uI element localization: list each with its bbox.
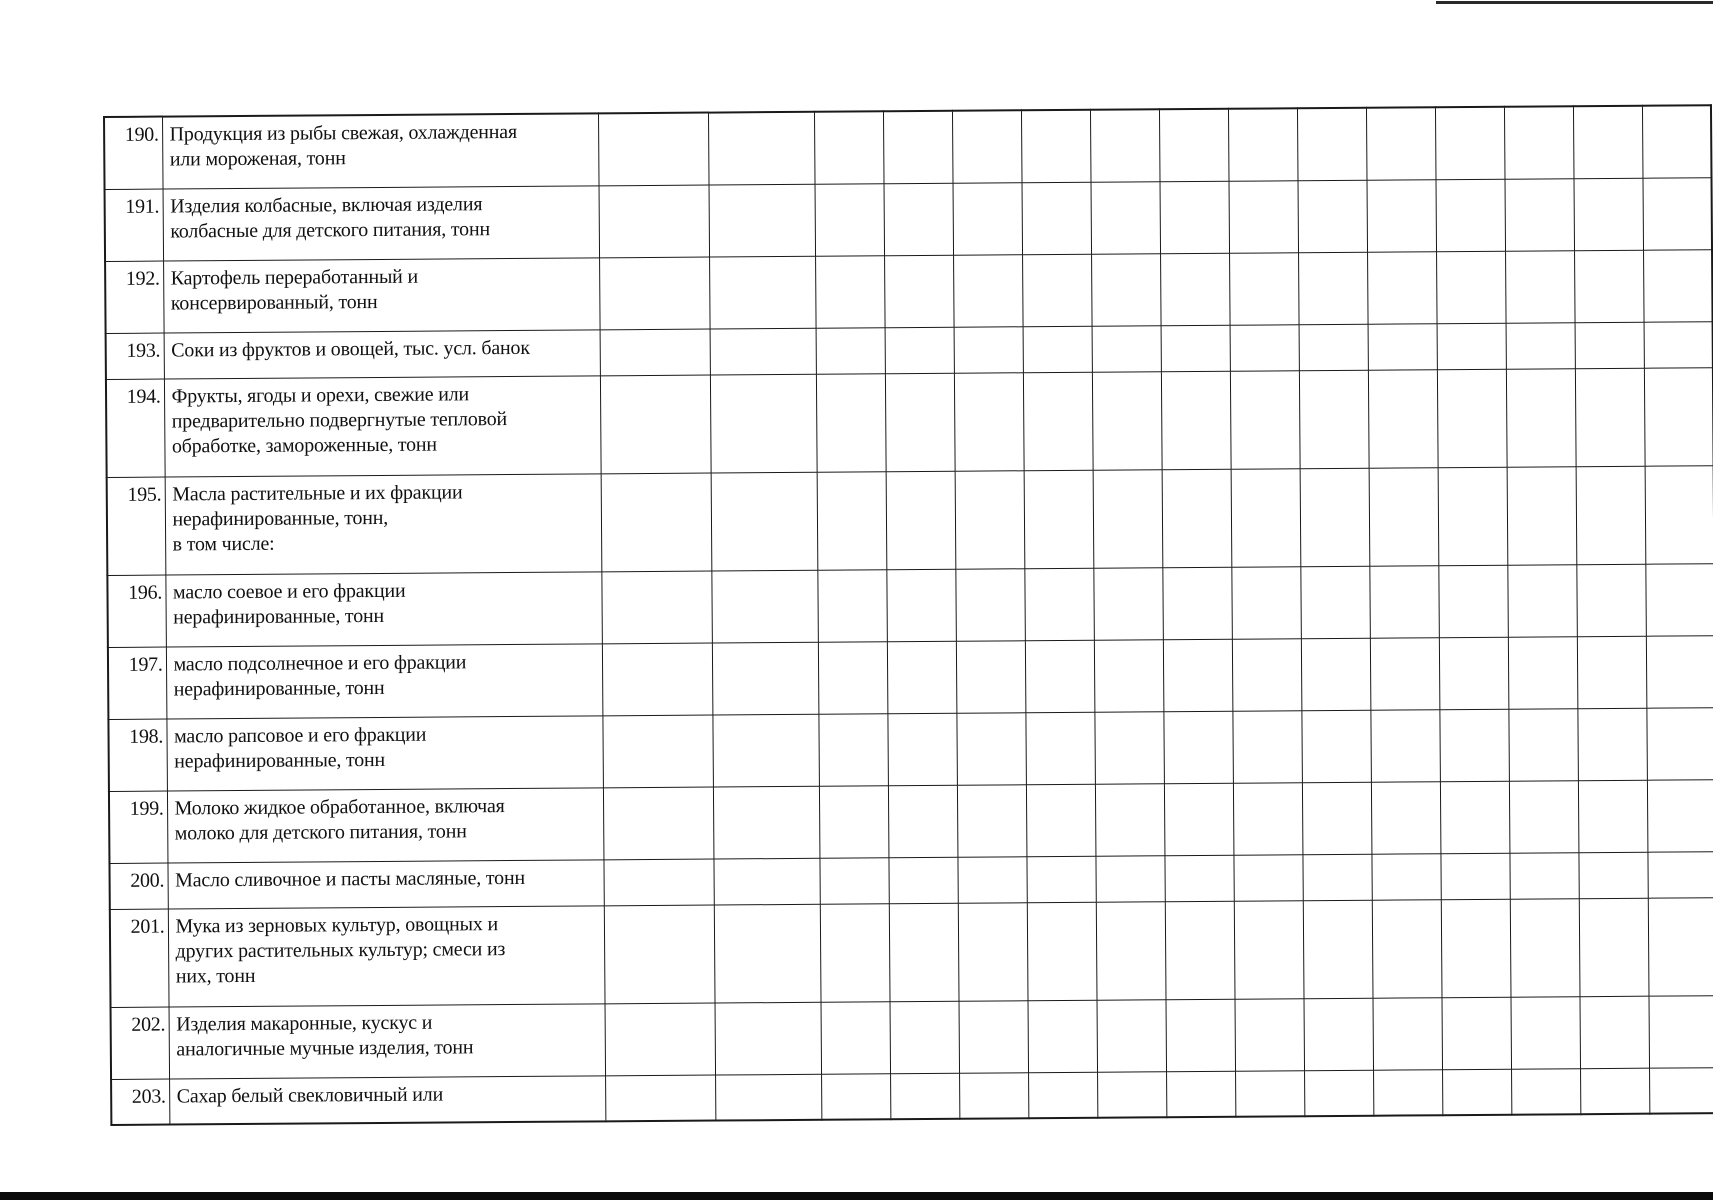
value-cell xyxy=(1648,897,1713,996)
value-cell xyxy=(886,471,956,570)
value-cell xyxy=(1022,182,1092,255)
value-cell xyxy=(1367,179,1437,252)
value-cell xyxy=(821,1001,891,1074)
value-cell xyxy=(1644,321,1713,368)
value-cell xyxy=(1371,853,1440,900)
value-cell xyxy=(1510,898,1580,997)
table-row xyxy=(109,779,1713,863)
table-row xyxy=(107,465,1713,575)
row-number: 194. xyxy=(106,379,165,477)
value-cell xyxy=(1435,107,1505,180)
value-cell xyxy=(1644,367,1713,466)
value-cell xyxy=(1028,1000,1098,1073)
value-cell xyxy=(1438,565,1508,638)
value-cell xyxy=(1437,323,1506,370)
product-name: масло соевое и его фракции нерафинированные, тонн xyxy=(165,571,602,646)
value-cell xyxy=(605,1003,716,1076)
value-cell xyxy=(1301,710,1371,783)
value-cell xyxy=(1095,855,1164,902)
scan-bottom-edge xyxy=(0,1192,1713,1200)
value-cell xyxy=(1091,181,1161,254)
value-cell xyxy=(1233,854,1302,901)
value-cell xyxy=(1504,106,1574,179)
value-cell xyxy=(1235,1070,1304,1117)
row-number: 203. xyxy=(111,1079,169,1125)
value-cell xyxy=(1097,999,1167,1072)
value-cell xyxy=(1441,997,1511,1070)
value-cell xyxy=(819,857,888,904)
value-cell xyxy=(1511,1068,1580,1115)
value-cell xyxy=(1369,565,1439,638)
value-cell xyxy=(1576,466,1646,565)
value-cell xyxy=(1233,782,1303,855)
value-cell xyxy=(602,643,713,716)
value-cell xyxy=(1026,784,1096,857)
table-row xyxy=(106,367,1713,477)
value-cell xyxy=(953,254,1023,327)
product-name: Мука из зерновых культур, овощных и других растительных культур; смеси из них, тонн xyxy=(168,905,605,1006)
value-cell xyxy=(604,905,715,1004)
value-cell xyxy=(1440,853,1509,900)
value-cell xyxy=(1022,254,1092,327)
value-cell xyxy=(884,183,954,256)
product-name: Изделия макаронные, кускус и аналогичные мучные изделия, тонн xyxy=(169,1003,606,1078)
value-cell xyxy=(714,904,821,1003)
value-cell xyxy=(1025,640,1095,713)
value-cell xyxy=(816,327,885,374)
value-cell xyxy=(1300,468,1370,567)
value-cell xyxy=(1508,636,1578,709)
value-cell xyxy=(1028,1072,1097,1119)
value-cell xyxy=(1436,251,1506,324)
value-cell xyxy=(817,569,887,642)
value-cell xyxy=(817,471,887,570)
value-cell xyxy=(1096,901,1166,1000)
value-cell xyxy=(955,568,1025,641)
value-cell xyxy=(1370,709,1440,782)
value-cell xyxy=(890,1001,960,1074)
value-cell xyxy=(1302,854,1371,901)
table-row xyxy=(107,563,1713,647)
value-cell xyxy=(1301,638,1371,711)
row-number: 192. xyxy=(105,261,164,333)
value-cell xyxy=(1025,712,1095,785)
product-name: Фрукты, ягоды и орехи, свежие или предварительно подвергнутые тепловой обработке, замороженные, тонн xyxy=(164,375,601,476)
value-cell xyxy=(1506,368,1576,467)
value-cell xyxy=(600,329,710,376)
value-cell xyxy=(1576,564,1646,637)
row-number: 196. xyxy=(107,575,166,647)
value-cell xyxy=(715,1002,822,1075)
table-row xyxy=(111,995,1713,1079)
value-cell xyxy=(1646,707,1713,780)
value-cell xyxy=(1437,369,1507,468)
value-cell xyxy=(887,641,957,714)
value-cell xyxy=(1371,781,1441,854)
value-cell xyxy=(600,375,711,474)
product-name: Картофель переработанный и консервированный, тонн xyxy=(163,257,600,332)
value-cell xyxy=(1230,370,1300,469)
value-cell xyxy=(1091,253,1161,326)
value-cell xyxy=(1643,249,1713,322)
value-cell xyxy=(1026,856,1095,903)
value-cell xyxy=(1095,783,1165,856)
value-cell xyxy=(1021,110,1091,183)
scan-edge-line xyxy=(1436,1,1713,4)
table-row xyxy=(105,249,1712,333)
value-cell xyxy=(1090,109,1160,182)
value-cell xyxy=(1648,995,1713,1068)
value-cell xyxy=(1303,900,1373,999)
value-cell xyxy=(1647,779,1713,852)
value-cell xyxy=(603,787,714,860)
value-cell xyxy=(883,111,953,184)
value-cell xyxy=(1232,710,1302,783)
value-cell xyxy=(1297,108,1367,181)
value-cell xyxy=(821,1073,890,1120)
value-cell xyxy=(1159,109,1229,182)
value-cell xyxy=(1229,180,1299,253)
production-table xyxy=(103,104,1713,1126)
value-cell xyxy=(1574,250,1644,323)
value-cell xyxy=(1508,708,1578,781)
value-cell xyxy=(1164,855,1233,902)
value-cell xyxy=(1093,469,1163,568)
value-cell xyxy=(709,184,816,257)
product-name: Изделия колбасные, включая изделия колбасные для детского питания, тонн xyxy=(163,185,600,260)
value-cell xyxy=(956,640,1026,713)
value-cell xyxy=(1302,782,1372,855)
value-cell xyxy=(709,256,816,329)
value-cell xyxy=(884,255,954,328)
value-cell xyxy=(599,185,710,258)
table-row xyxy=(108,635,1713,719)
value-cell xyxy=(1027,902,1097,1001)
value-cell xyxy=(1093,567,1163,640)
value-cell xyxy=(1228,108,1298,181)
value-cell xyxy=(1579,898,1649,997)
value-cell xyxy=(954,372,1024,471)
value-cell xyxy=(1649,1067,1713,1114)
value-cell xyxy=(959,1000,1029,1073)
value-cell xyxy=(1368,369,1438,468)
product-name: масло подсолнечное и его фракции нерафинированные, тонн xyxy=(166,643,603,718)
row-number: 190. xyxy=(104,117,163,189)
value-cell xyxy=(885,327,954,374)
value-cell xyxy=(711,570,818,643)
value-cell xyxy=(603,859,713,906)
row-number: 191. xyxy=(105,189,164,261)
value-cell xyxy=(1094,711,1164,784)
value-cell xyxy=(1579,996,1649,1069)
value-cell xyxy=(1505,250,1575,323)
value-cell xyxy=(1642,177,1712,250)
value-cell xyxy=(1578,852,1647,899)
value-cell xyxy=(1507,466,1577,565)
value-cell xyxy=(710,328,816,375)
table-row xyxy=(104,105,1711,189)
value-cell xyxy=(1442,1069,1511,1116)
table-row xyxy=(108,707,1713,791)
value-cell xyxy=(1300,566,1370,639)
value-cell xyxy=(959,1072,1028,1119)
value-cell xyxy=(1645,563,1713,636)
row-number: 202. xyxy=(111,1007,170,1079)
table-row xyxy=(110,897,1713,1007)
value-cell xyxy=(952,110,1022,183)
value-cell xyxy=(1230,324,1299,371)
value-cell xyxy=(711,472,818,571)
value-cell xyxy=(1577,636,1647,709)
value-cell xyxy=(1575,322,1644,369)
value-cell xyxy=(1023,326,1092,373)
row-number: 195. xyxy=(107,477,166,575)
table-body xyxy=(104,105,1713,1125)
value-cell xyxy=(713,786,820,859)
value-cell xyxy=(1372,997,1442,1070)
value-cell xyxy=(956,712,1026,785)
value-cell xyxy=(1509,780,1579,853)
value-cell xyxy=(599,257,710,330)
value-cell xyxy=(1373,1069,1442,1116)
value-cell xyxy=(1509,852,1578,899)
product-name: Соки из фруктов и овощей, тыс. усл. банок xyxy=(164,329,600,378)
value-cell xyxy=(1647,851,1713,898)
value-cell xyxy=(1366,107,1436,180)
value-cell xyxy=(1024,470,1094,569)
value-cell xyxy=(889,903,959,1002)
value-cell xyxy=(598,113,709,186)
value-cell xyxy=(1439,637,1509,710)
value-cell xyxy=(1303,998,1373,1071)
value-cell xyxy=(1234,900,1304,999)
value-cell xyxy=(953,182,1023,255)
value-cell xyxy=(1165,901,1235,1000)
value-cell xyxy=(605,1075,715,1122)
value-cell xyxy=(1642,105,1712,178)
value-cell xyxy=(1298,180,1368,253)
value-cell xyxy=(820,903,890,1002)
value-cell xyxy=(1578,780,1648,853)
value-cell xyxy=(1166,999,1236,1072)
value-cell xyxy=(1440,781,1510,854)
value-cell xyxy=(1510,996,1580,1069)
value-cell xyxy=(1507,564,1577,637)
value-cell xyxy=(1646,635,1713,708)
value-cell xyxy=(712,642,819,715)
value-cell xyxy=(1163,639,1233,712)
value-cell xyxy=(1504,178,1574,251)
value-cell xyxy=(601,571,712,644)
value-cell xyxy=(954,326,1023,373)
table-row xyxy=(105,177,1712,261)
value-cell xyxy=(888,857,957,904)
value-cell xyxy=(1162,469,1232,568)
value-cell xyxy=(1573,106,1643,179)
row-number: 193. xyxy=(106,333,164,379)
value-cell xyxy=(1441,899,1511,998)
value-cell xyxy=(1439,709,1509,782)
value-cell xyxy=(818,641,888,714)
value-cell xyxy=(819,785,889,858)
value-cell xyxy=(1299,324,1368,371)
value-cell xyxy=(1160,253,1230,326)
value-cell xyxy=(1231,566,1301,639)
value-cell xyxy=(885,373,955,472)
value-cell xyxy=(1368,323,1437,370)
value-cell xyxy=(890,1073,959,1120)
value-cell xyxy=(710,374,817,473)
value-cell xyxy=(887,713,957,786)
value-cell xyxy=(602,715,713,788)
value-cell xyxy=(886,569,956,642)
value-cell xyxy=(1369,467,1439,566)
value-cell xyxy=(1304,1070,1373,1117)
value-cell xyxy=(814,111,884,184)
value-cell xyxy=(712,714,819,787)
value-cell xyxy=(1232,638,1302,711)
value-cell xyxy=(1367,251,1437,324)
value-cell xyxy=(713,858,819,905)
row-number: 200. xyxy=(109,863,167,909)
value-cell xyxy=(1163,711,1233,784)
product-name: масло рапсовое и его фракции нерафинированные, тонн xyxy=(166,715,603,790)
product-name: Продукция из рыбы свежая, охлажденная или мороженая, тонн xyxy=(162,113,599,188)
value-cell xyxy=(1438,467,1508,566)
value-cell xyxy=(1229,252,1299,325)
value-cell xyxy=(815,183,885,256)
row-number: 197. xyxy=(108,647,167,719)
value-cell xyxy=(1573,178,1643,251)
value-cell xyxy=(1161,371,1231,470)
value-cell xyxy=(1645,465,1713,564)
product-name: Масла растительные и их фракции нерафинированные, тонн, в том числе: xyxy=(165,473,602,574)
value-cell xyxy=(1231,468,1301,567)
row-number: 201. xyxy=(110,909,169,1007)
value-cell xyxy=(1370,637,1440,710)
product-name: Молоко жидкое обработанное, включая молоко для детского питания, тонн xyxy=(167,787,604,862)
value-cell xyxy=(1298,252,1368,325)
value-cell xyxy=(957,784,1027,857)
value-cell xyxy=(1506,322,1575,369)
value-cell xyxy=(958,902,1028,1001)
value-cell xyxy=(1160,181,1230,254)
value-cell xyxy=(601,473,712,572)
value-cell xyxy=(1577,708,1647,781)
product-name: Масло сливочное и пасты масляные, тонн xyxy=(167,859,603,908)
value-cell xyxy=(1162,567,1232,640)
value-cell xyxy=(955,470,1025,569)
value-cell xyxy=(1092,325,1161,372)
value-cell xyxy=(818,713,888,786)
value-cell xyxy=(957,856,1026,903)
value-cell xyxy=(1161,325,1230,372)
value-cell xyxy=(1435,179,1505,252)
value-cell xyxy=(1024,568,1094,641)
value-cell xyxy=(1164,783,1234,856)
value-cell xyxy=(1299,370,1369,469)
value-cell xyxy=(1235,998,1305,1071)
row-number: 198. xyxy=(108,719,167,791)
value-cell xyxy=(1372,899,1442,998)
document-sheet xyxy=(103,105,1662,1126)
row-number: 199. xyxy=(109,791,168,863)
value-cell xyxy=(1023,372,1093,471)
value-cell xyxy=(816,373,886,472)
value-cell xyxy=(1094,639,1164,712)
product-name: Сахар белый свекловичный или xyxy=(169,1075,605,1124)
value-cell xyxy=(1097,1071,1166,1118)
value-cell xyxy=(1166,1071,1235,1118)
value-cell xyxy=(1092,371,1162,470)
value-cell xyxy=(1580,1068,1649,1115)
value-cell xyxy=(715,1074,821,1121)
value-cell xyxy=(708,112,815,185)
value-cell xyxy=(1575,368,1645,467)
value-cell xyxy=(815,255,885,328)
value-cell xyxy=(888,785,958,858)
